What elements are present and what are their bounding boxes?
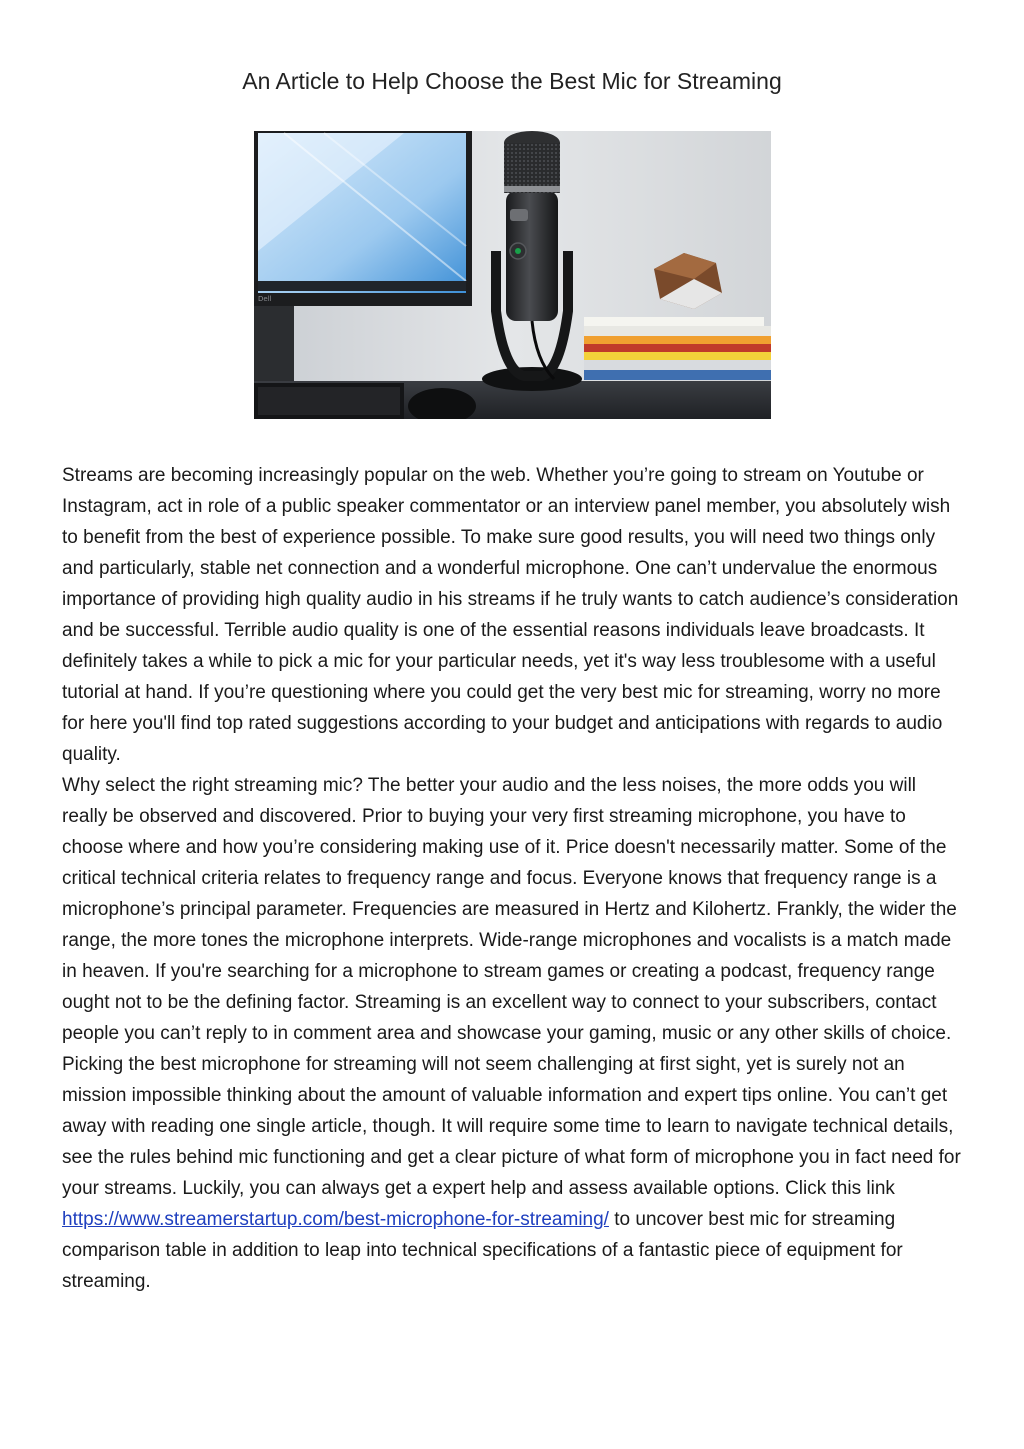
article-body [62, 460, 962, 1297]
paragraph-text-tail: to uncover best mic for streaming comparison table in addition to leap into technical specifications of a fantastic piece of equipment for streaming. [62, 1209, 903, 1292]
paragraph-text: Why select the right streaming mic? The better your audio and the less noises, the more odds you will really be observed and discovered. Prior to buying your very first streaming microphone, you have to choose where and how you’re considering making use of it. Price doesn't necessarily matter. Some of the critical technical criteria relates to frequency range and focus. Everyone knows that frequency range is a microphone’s principal parameter. Frequencies are measured in Hertz and Kilohertz. Frankly, the wider the range, the more tones the microphone interprets. Wide-range microphones and vocalists is a match made in heaven. If you're searching for a microphone to stream games or creating a podcast, frequency range ought not to be the defining factor. Streaming is an excellent way to connect to your subscribers, contact people you can’t reply to in comment area and showcase your gaming, music or any other skills of choice. Picking the best microphone for streaming will not seem challenging at first sight, yet is surely not an mission impossible thinking about the amount of valuable information and expert tips online. You can’t get away with reading one single article, though. It will require some time to learn to navigate technical details, see the rules behind mic functioning and get a clear picture of what form of microphone you in fact need for your streams. Luckily, you can always get a expert help and assess available options. Click this link [62, 775, 961, 1199]
hero-image [254, 131, 771, 419]
svg-text:Dell: Dell [258, 295, 272, 303]
paragraph-intro: Streams are becoming increasingly popular on the web. Whether you’re going to stream on Youtube or Instagram, act in role of a public speaker commentator or an interview panel member, you absolutely wish to benefit from the best of experience possible. To make sure good results, you will need two things only and particularly, stable net connection and a wonderful microphone. One can’t undervalue the enormous importance of providing high quality audio in his streams if he truly wants to catch audience’s consideration and be successful. Terrible audio quality is one of the essential reasons individuals leave broadcasts. It definitely takes a while to pick a mic for your particular needs, yet it's way less troublesome with a useful tutorial at hand. If you’re questioning where you could get the very best mic for streaming, worry no more for here you'll find top rated suggestions according to your budget and anticipations with regards to audio quality. [62, 465, 959, 765]
streamerstartup-link[interactable]: https://www.streamerstartup.com/best-microphone-for-streaming/ [62, 1209, 609, 1230]
page-title: An Article to Help Choose the Best Mic for Streaming [242, 68, 782, 94]
paragraph-why-select [62, 770, 962, 1297]
microphone-photo-icon [254, 131, 771, 419]
